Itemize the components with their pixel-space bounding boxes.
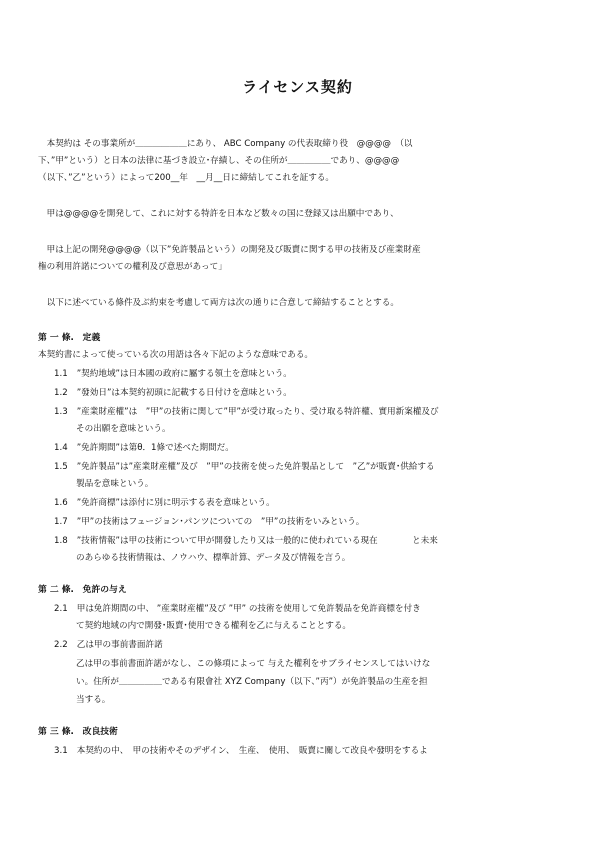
clause-1-3-continuation: その出願を意味という。 bbox=[76, 424, 171, 434]
clause-text: ”契約地域”は日本國の政府に屬する領土を意味という。 bbox=[76, 369, 292, 379]
clause-text: 本契約の中、 甲の技術やそのデザイン、 生産、 使用、 販賣に關して改良や發明をするよ bbox=[76, 746, 428, 756]
article-1-heading: 第 一 條. 定義 bbox=[38, 333, 101, 343]
whereas-paragraph-1: 甲は@@@@を開発して、これに対する特許を日本など数々の国に登録又は出願中であり、 bbox=[38, 209, 399, 219]
clause-text: ”甲”の技術はフュージョン･パンツについての ”甲”の技術をいみという。 bbox=[76, 517, 365, 527]
intro-line-1: 本契約は その事業所が＿＿＿＿＿＿にあり、 ABC Company の代表取締り役 @@@@ （以 bbox=[38, 139, 413, 149]
clause-1-2 bbox=[54, 385, 538, 402]
clause-1-5 bbox=[54, 459, 538, 476]
clause-1-6 bbox=[54, 495, 538, 512]
clause-number: 2.2 bbox=[54, 640, 68, 650]
clause-number: 1.3 bbox=[54, 407, 68, 417]
article-2-heading: 第 二 條. 免許の与え bbox=[38, 585, 127, 595]
clause-1-7 bbox=[54, 514, 538, 531]
clause-1-3 bbox=[54, 404, 538, 421]
intro-line-3: （以下、”乙”という）によって200__年 __月__日に締結してこれを証する。 bbox=[38, 173, 335, 183]
clause-1-1 bbox=[54, 366, 538, 383]
article-3-heading: 第 三 條. 改良技術 bbox=[38, 727, 118, 737]
clause-2-2-line-4: 当する。 bbox=[76, 695, 111, 705]
clause-text: 甲は免許期間の中、 ”産業財産權”及び ”甲” の技術を使用して免許製品を免許商標を付き bbox=[76, 604, 421, 614]
whereas-paragraph-2-line-2: 権の利用許諾についての權利及び意思があって」 bbox=[38, 262, 227, 272]
clause-number: 3.1 bbox=[54, 746, 68, 756]
clause-text: ”發効日”は本契約初頭に記載する日付けを意味という。 bbox=[76, 388, 292, 398]
clause-2-1 bbox=[54, 601, 538, 618]
clause-3-1 bbox=[54, 743, 538, 760]
clause-text: ”技術情報”は甲の技術について甲が開發したり又は一般的に使われている現在 と未来 bbox=[76, 536, 438, 546]
clause-text: ”免許期間”は第θ．1條で述べた期間だ。 bbox=[76, 443, 234, 453]
clause-number: 1.5 bbox=[54, 462, 68, 472]
clause-number: 1.7 bbox=[54, 517, 68, 527]
clause-text: 乙は甲の事前書面許諾 bbox=[76, 640, 163, 650]
clause-number: 1.8 bbox=[54, 536, 68, 546]
intro-line-2: 下、”甲”という）と日本の法律に基づき設立･存績し、その住所が＿＿＿＿＿であり、@@@@ bbox=[38, 156, 400, 166]
clause-1-4 bbox=[54, 440, 538, 457]
clause-number: 2.1 bbox=[54, 604, 68, 614]
agreement-paragraph: 以下に述べている條件及ぶ約束を考慮して両方は次の通りに合意して締結することとする。 bbox=[38, 298, 399, 308]
clause-2-1-continuation: て契約地域の内で開發･販賣･使用できる權利を乙に与えることとする。 bbox=[76, 621, 352, 631]
clause-1-8-continuation: のあらゆる技術情報は、ノウハウ、標準計算、データ及び情報を言う。 bbox=[76, 553, 351, 563]
document-title: ライセンス契約 bbox=[242, 78, 353, 96]
clause-number: 1.4 bbox=[54, 443, 68, 453]
article-1-lead: 本契約書によって使っている次の用語は各々下記のような意味である。 bbox=[38, 350, 314, 360]
clause-2-2 bbox=[54, 637, 538, 654]
clause-number: 1.1 bbox=[54, 369, 68, 379]
clause-2-2-line-2: 乙は甲の事前書面許諾がなし、この條項によって 与えた權利をサブライセンスしてはいけな bbox=[76, 659, 431, 669]
clause-2-2-line-3: い。住所が＿＿＿＿＿である有限會社 XYZ Company（以下、”丙”）が免許製品の生産を担 bbox=[76, 677, 428, 687]
clause-1-8 bbox=[54, 533, 538, 550]
clause-text: ”免許商標”は添付に別に明示する表を意味という。 bbox=[76, 498, 275, 508]
clause-text: ”免許製品”は”産業財産權”及び ”甲”の技術を使った免許製品として ”乙”が販賣･供給する bbox=[76, 462, 435, 472]
clause-number: 1.2 bbox=[54, 388, 68, 398]
clause-number: 1.6 bbox=[54, 498, 68, 508]
whereas-paragraph-2-line-1: 甲は上記の開発@@@@（以下”免許製品という）の開発及び販賣に関する甲の技術及び産業財産 bbox=[38, 245, 421, 255]
clause-1-5-continuation: 製品を意味という。 bbox=[76, 479, 154, 489]
clause-text: ”産業財産權”は ”甲”の技術に関して”甲”が受け取ったり、受け取る特許權、實用新案權及び bbox=[76, 407, 439, 417]
